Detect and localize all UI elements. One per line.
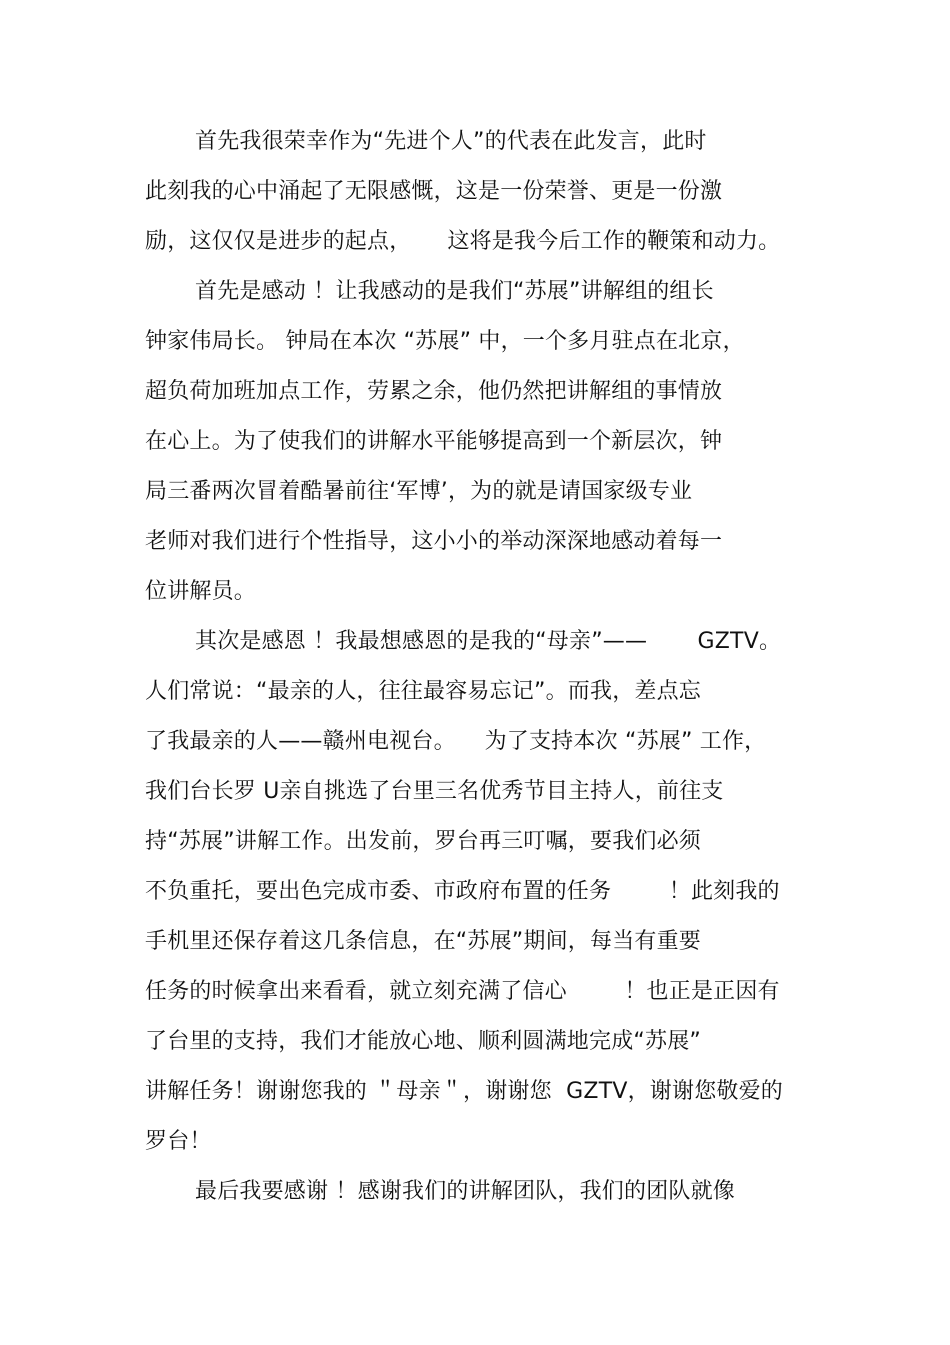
paragraph-3-line-10: 讲解任务！谢谢您我的 ＂母亲＂，谢谢您 GZTV，谢谢您敬爱的	[145, 1079, 783, 1104]
paragraph-2-line-4: 在心上。为了使我们的讲解水平能够提高到一个新层次，钟	[145, 429, 723, 454]
paragraph-3-line-4: 我们台长罗 U亲自挑选了台里三名优秀节目主持人，前往支	[145, 779, 724, 804]
paragraph-2-line-7: 位讲解员。	[145, 579, 257, 604]
paragraph-3-line-3: 了我最亲的人——赣州电视台。 为了支持本次 “苏展” 工作，	[145, 729, 767, 754]
paragraph-2-line-6: 老师对我们进行个性指导，这小小的举动深深地感动着每一	[145, 529, 723, 554]
paragraph-3-line-5: 持“苏展”讲解工作。出发前，罗台再三叮嘱，要我们必须	[145, 829, 701, 854]
paragraph-2-line-2: 钟家伟局长。 钟局在本次 “苏展” 中，一个多月驻点在北京，	[145, 329, 745, 354]
paragraph-3-line-7: 手机里还保存着这几条信息，在“苏展”期间，每当有重要	[145, 929, 701, 954]
paragraph-2-line-3: 超负荷加班加点工作，劳累之余，他仍然把讲解组的事情放	[145, 379, 723, 404]
paragraph-3-line-9: 了台里的支持，我们才能放心地、顺利圆满地完成“苏展”	[145, 1029, 701, 1054]
paragraph-1-line-1: 首先我很荣幸作为“先进个人”的代表在此发言，此时	[195, 129, 707, 154]
paragraph-3-line-8: 任务的时候拿出来看看，就立刻充满了信心 ！也正是正因有	[145, 979, 780, 1004]
paragraph-4-line-1: 最后我要感谢 ！感谢我们的讲解团队，我们的团队就像	[195, 1179, 735, 1204]
paragraph-2-line-5: 局三番两次冒着酷暑前往‘军博’，为的就是请国家级专业	[145, 479, 693, 504]
paragraph-3-line-6: 不负重托，要出色完成市委、市政府布置的任务 ！此刻我的	[145, 879, 780, 904]
paragraph-1-line-2: 此刻我的心中涌起了无限感慨，这是一份荣誉、更是一份激	[145, 179, 723, 204]
paragraph-1-line-3: 励，这仅仅是进步的起点， 这将是我今后工作的鞭策和动力。	[145, 229, 781, 254]
paragraph-3-line-11: 罗台！	[145, 1129, 212, 1154]
paragraph-3-line-1: 其次是感恩 ！我最想感恩的是我的“母亲”—— GZTV。	[195, 629, 782, 654]
paragraph-2-line-1: 首先是感动 ！让我感动的是我们“苏展”讲解组的组长	[195, 279, 714, 304]
paragraph-3-line-2: 人们常说：“最亲的人，往往最容易忘记”。而我，差点忘	[145, 679, 701, 704]
